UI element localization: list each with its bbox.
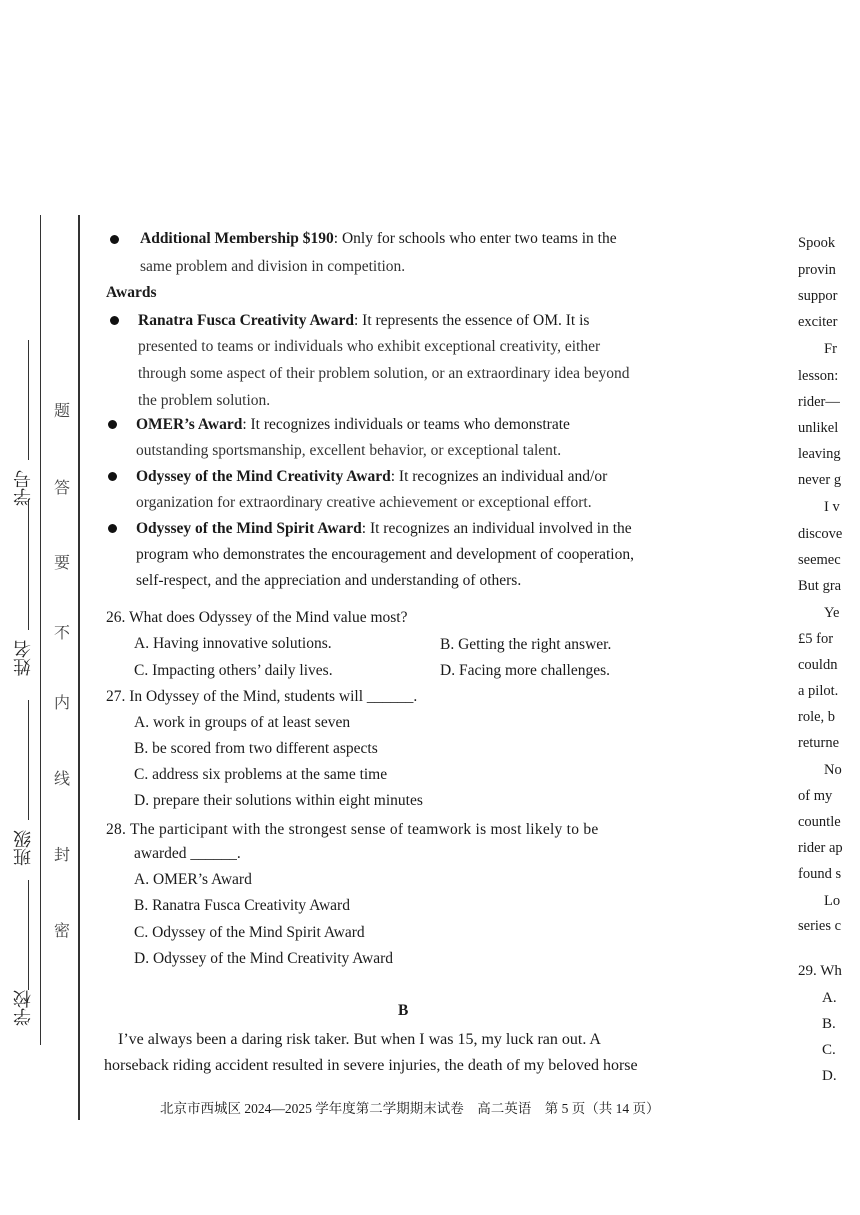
- bullet-omer-line1: [136, 412, 570, 438]
- right-page-line: returne: [798, 735, 840, 751]
- bullet-dot: [108, 524, 117, 533]
- seal-char-6: 要: [54, 555, 71, 572]
- bullet-spirit-line1: [136, 516, 632, 542]
- right-page-line: of my: [798, 788, 833, 804]
- question-28-line2: awarded ______.: [134, 845, 241, 862]
- seal-char-5: 不: [54, 625, 71, 642]
- section-b-heading: B: [398, 1002, 409, 1019]
- bullet-ranatra-line4: the problem solution.: [138, 392, 271, 409]
- right-q29-option-a: A.: [822, 990, 837, 1006]
- right-page-line: suppor: [798, 288, 838, 304]
- q26-option-a: A. Having innovative solutions.: [134, 635, 332, 652]
- binding-line-inner: [78, 215, 80, 1120]
- bullet-spirit-line2: program who demonstrates the encouragement and development of cooperation,: [136, 546, 634, 563]
- omer-text-1: : It recognizes individuals or teams who demonstrate: [242, 416, 570, 433]
- school-label: 学校: [13, 990, 33, 1026]
- right-page-line: provin: [798, 262, 836, 278]
- binding-line-outer: [40, 215, 41, 1045]
- membership-title: Additional Membership $190: [140, 230, 334, 247]
- q26-option-c: C. Impacting others’ daily lives.: [134, 662, 333, 679]
- question-27: 27. In Odyssey of the Mind, students will ______.: [106, 688, 418, 705]
- q27-option-c: C. address six problems at the same time: [134, 766, 388, 783]
- bullet-creativity-line2: organization for extraordinary creative achievement or exceptional effort.: [136, 494, 592, 511]
- question-26: 26. What does Odyssey of the Mind value most?: [106, 609, 408, 626]
- creativity-title: Odyssey of the Mind Creativity Award: [136, 468, 391, 485]
- seal-char-7: 答: [54, 480, 71, 497]
- right-page-line: countle: [798, 814, 841, 830]
- right-page-line: Lo: [824, 893, 841, 909]
- bullet-ranatra-line3: through some aspect of their problem solution, or an extraordinary idea beyond: [138, 365, 630, 382]
- right-page-line: rider—: [798, 394, 840, 410]
- right-page-line: rider ap: [798, 840, 843, 856]
- right-page-line: I v: [824, 499, 840, 515]
- bullet-ranatra-line1: [138, 308, 589, 334]
- right-page-line: exciter: [798, 314, 838, 330]
- q27-option-d: D. prepare their solutions within eight minutes: [134, 792, 423, 809]
- name-underline: [28, 500, 29, 630]
- omer-title: OMER’s Award: [136, 416, 243, 433]
- bullet-omer-line2: outstanding sportsmanship, excellent behavior, or exceptional talent.: [136, 442, 562, 459]
- right-page-line: But gra: [798, 578, 842, 594]
- q27-option-a: A. work in groups of at least seven: [134, 714, 351, 731]
- right-q29-option-c: C.: [822, 1042, 836, 1058]
- right-page-line: discove: [798, 526, 843, 542]
- ranatra-title: Ranatra Fusca Creativity Award: [138, 312, 354, 329]
- q27-option-b: B. be scored from two different aspects: [134, 740, 378, 757]
- section-b-line2: horseback riding accident resulted in severe injuries, the death of my beloved horse: [104, 1057, 638, 1074]
- right-q29-option-b: B.: [822, 1016, 836, 1032]
- bullet-ranatra-line2: presented to teams or individuals who exhibit exceptional creativity, either: [138, 338, 601, 355]
- q28-option-c: C. Odyssey of the Mind Spirit Award: [134, 924, 365, 941]
- ranatra-text-1: : It represents the essence of OM. It is: [353, 312, 590, 329]
- right-page-line: seemec: [798, 552, 841, 568]
- bullet-dot: [110, 316, 119, 325]
- right-page-line: role, b: [798, 709, 836, 725]
- seal-char-2: 封: [54, 847, 71, 864]
- page-footer: 北京市西城区 2024—2025 学年度第二学期期末试卷 高二英语 第 5 页（共 14 页）: [160, 1101, 660, 1116]
- right-page-line: series c: [798, 918, 842, 934]
- class-underline: [28, 700, 29, 820]
- spirit-title: Odyssey of the Mind Spirit Award: [136, 520, 362, 537]
- q28-option-d: D. Odyssey of the Mind Creativity Award: [134, 950, 394, 967]
- q28-option-b: B. Ranatra Fusca Creativity Award: [134, 897, 350, 914]
- bullet-spirit-line3: self-respect, and the appreciation and understanding of others.: [136, 572, 522, 589]
- bullet-creativity-line1: [136, 464, 607, 490]
- seal-char-3: 线: [54, 771, 71, 788]
- seal-char-1: 密: [54, 923, 71, 940]
- q28-option-a: A. OMER’s Award: [134, 871, 252, 888]
- right-page-line: No: [824, 762, 842, 778]
- right-q29-option-d: D.: [822, 1068, 837, 1084]
- creativity-text-1: : It recognizes an individual and/or: [390, 468, 608, 485]
- right-q29: 29. Wh: [798, 963, 842, 979]
- right-page-line: Ye: [824, 605, 840, 621]
- right-page-line: a pilot.: [798, 683, 839, 699]
- seal-char-4: 内: [54, 695, 71, 712]
- right-page-line: couldn: [798, 657, 838, 673]
- membership-text-1: : Only for schools who enter two teams in the: [333, 230, 617, 247]
- right-page-line: lesson:: [798, 368, 839, 384]
- right-page-line: leaving: [798, 446, 841, 462]
- section-b-line1: I’ve always been a daring risk taker. But when I was 15, my luck ran out. A: [118, 1031, 601, 1048]
- right-page-line: £5 for: [798, 631, 834, 647]
- right-page-line: Spook: [798, 235, 836, 251]
- spirit-text-1: : It recognizes an individual involved in the: [361, 520, 632, 537]
- right-page-line: never g: [798, 472, 842, 488]
- right-page-fragment: [796, 0, 860, 1215]
- bullet-membership-line2: same problem and division in competition.: [140, 258, 406, 275]
- class-label: 班级: [13, 830, 33, 866]
- seal-char-8: 题: [54, 403, 71, 420]
- school-underline: [28, 880, 29, 990]
- q26-option-b: B. Getting the right answer.: [440, 636, 612, 653]
- bullet-membership-line1: [140, 226, 617, 252]
- right-page-line: unlikel: [798, 420, 839, 436]
- question-28-line1: 28. The participant with the strongest sense of teamwork is most likely to be: [106, 821, 599, 838]
- right-page-line: found s: [798, 866, 842, 882]
- right-page-line: Fr: [824, 341, 837, 357]
- bullet-dot: [110, 235, 119, 244]
- bullet-dot: [108, 472, 117, 481]
- q26-option-d: D. Facing more challenges.: [440, 662, 611, 679]
- bullet-dot: [108, 420, 117, 429]
- number-label: 学号: [13, 470, 33, 506]
- number-underline: [28, 340, 29, 460]
- awards-heading: Awards: [106, 284, 157, 301]
- name-label: 姓名: [13, 640, 33, 676]
